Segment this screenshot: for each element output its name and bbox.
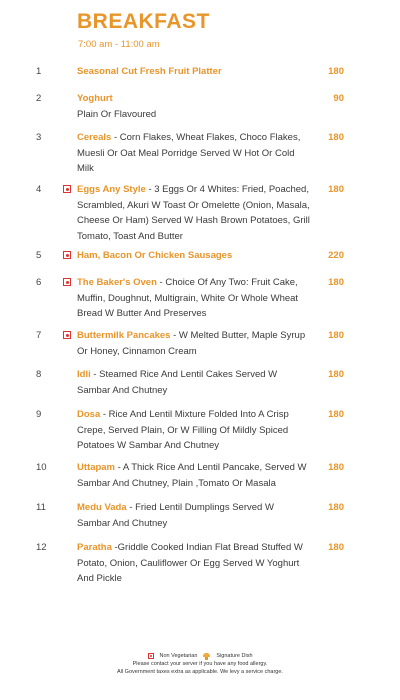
item-number: 11 <box>36 502 46 513</box>
item-description: - Steamed Rice And Lentil Cakes Served W Sambar And Chutney <box>77 369 278 396</box>
non-veg-icon <box>63 185 71 193</box>
item-text <box>77 328 312 359</box>
item-price: 180 <box>328 66 344 77</box>
item-price: 180 <box>328 409 344 420</box>
item-price: 180 <box>328 542 344 553</box>
item-text <box>77 540 312 587</box>
item-number: 7 <box>36 330 42 341</box>
non-veg-icon <box>148 653 154 659</box>
item-number: 8 <box>36 369 42 380</box>
item-name: Dosa <box>77 409 101 420</box>
item-number: 3 <box>36 132 42 143</box>
item-number: 1 <box>36 66 42 77</box>
allergy-note: Please contact your server if you have any food allergy. <box>132 661 268 667</box>
menu-title: BREAKFAST <box>77 10 210 33</box>
non-veg-icon <box>63 278 71 286</box>
item-text <box>77 182 312 244</box>
item-number: 10 <box>36 462 47 473</box>
item-text <box>77 367 287 398</box>
item-number: 12 <box>36 542 47 553</box>
item-number: 4 <box>36 184 42 195</box>
item-name: Idli <box>77 369 91 380</box>
item-price: 180 <box>328 132 344 143</box>
non-veg-icon <box>63 251 71 259</box>
item-number: 9 <box>36 409 42 420</box>
non-veg-icon <box>63 331 71 339</box>
item-number: 6 <box>36 277 42 288</box>
item-description: - 3 Eggs Or 4 Whites: Fried, Poached, Scrambled, Akuri W Toast Or Omelette (Onion, Masala, Cheese Or Ham) Served W Hash Brown Potatoes, Grill Tomato, Toast And Butter <box>77 184 310 242</box>
item-name: Paratha <box>77 542 112 553</box>
item-price: 220 <box>328 250 344 261</box>
item-description: -Griddle Cooked Indian Flat Bread Stuffed W Potato, Onion, Cauliflower Or Egg Served W Yoghurt And Pickle <box>77 542 303 584</box>
item-text <box>77 407 312 454</box>
legend-nonveg-label: Non Vegetarian <box>159 653 198 659</box>
item-price: 180 <box>328 184 344 195</box>
item-description: - Fried Lentil Dumplings Served W Sambar And Chutney <box>77 502 274 529</box>
item-name: Buttermilk Pancakes <box>77 330 171 341</box>
item-price: 180 <box>328 462 344 473</box>
item-number: 2 <box>36 93 42 104</box>
item-description: - A Thick Rice And Lentil Pancake, Served W Sambar And Chutney, Plain ,Tomato Or Masala <box>77 462 307 489</box>
item-description: - Rice And Lentil Mixture Folded Into A Crisp Crepe, Served Plain, Or W Filling Of Mildly Spiced Potatoes W Sambar And Chutney <box>77 409 289 451</box>
item-description: - Corn Flakes, Wheat Flakes, Choco Flakes, Muesli Or Oat Meal Porridge Served W Hot Or Cold Milk <box>77 132 301 174</box>
item-name: The Baker's Oven <box>77 277 157 288</box>
item-text <box>77 460 312 491</box>
item-text <box>77 64 312 80</box>
item-price: 180 <box>328 277 344 288</box>
legend-signature-label: Signature Dish <box>216 653 253 659</box>
item-text <box>77 248 312 264</box>
item-text <box>77 130 312 177</box>
item-text <box>77 275 312 322</box>
item-text <box>77 500 277 531</box>
item-number: 5 <box>36 250 42 261</box>
tax-note: All Government taxes extra as applicable. We levy a service charge. <box>117 669 283 675</box>
item-name: Eggs Any Style <box>77 184 146 195</box>
menu-footer <box>0 652 400 676</box>
legend <box>0 652 400 660</box>
service-hours: 7:00 am - 11:00 am <box>78 39 160 50</box>
item-name: Medu Vada <box>77 502 127 513</box>
item-description: - W Melted Butter, Maple Syrup Or Honey, Cinnamon Cream <box>77 330 306 357</box>
item-name: Uttapam <box>77 462 116 473</box>
item-description: - Choice Of Any Two: Fruit Cake, Muffin, Doughnut, Multigrain, White Or Whole Wheat Bread W Butter And Preserves <box>77 277 299 319</box>
item-price: 180 <box>328 369 344 380</box>
item-name: Ham, Bacon Or Chicken Sausages <box>77 250 233 261</box>
item-price: 180 <box>328 330 344 341</box>
item-name: Yoghurt <box>77 93 113 104</box>
item-price: 180 <box>328 502 344 513</box>
item-text <box>77 91 312 122</box>
item-price: 90 <box>333 93 344 104</box>
item-name: Cereals <box>77 132 112 143</box>
item-name: Seasonal Cut Fresh Fruit Platter <box>77 66 222 77</box>
chef-hat-icon <box>203 653 210 660</box>
item-description: Plain Or Flavoured <box>77 108 157 120</box>
